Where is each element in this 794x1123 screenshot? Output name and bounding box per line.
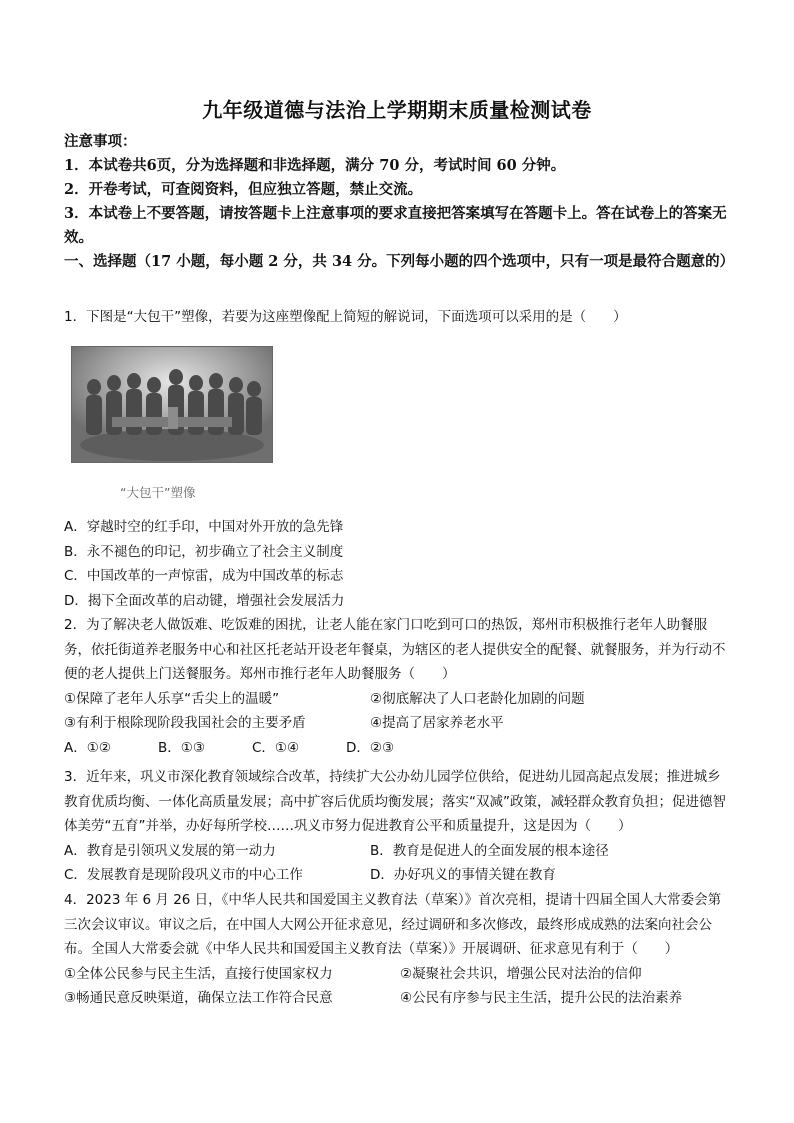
q3-options-row-2 — [64, 863, 734, 888]
question-1-stem: 1．下图是“大包干”塑像，若要为这座塑像配上简短的解说词，下面选项可以采用的是（ ） — [64, 309, 627, 325]
q4-statement-1: ①全体公民参与民主生活，直接行使国家权力 — [64, 965, 333, 982]
sculpture-image — [72, 347, 272, 462]
q4-statement-2: ②凝聚社会共识，增强公民对法治的信仰 — [400, 965, 642, 982]
q4-statements-row-2 — [64, 986, 734, 1011]
q2-option-d: D．②③ — [346, 739, 395, 756]
question-3-stem: 3．近年来，巩义市深化教育领域综合改革，持续扩大公办幼儿园学位供给，促进幼儿园高起点发展；推进城乡教育优质均衡、一体化高质量发展；高中扩容后优质均衡发展；落实“双减”政策，减轻群众教育负担；促进德智体美劳“五育”并举，办好每所学校……巩义市努力促进教育公平和质量提升，这是因为（ ） — [64, 769, 726, 834]
notice-item-1: 1．本试卷共6页，分为选择题和非选择题，满分 70 分，考试时间 60 分钟。 — [64, 157, 566, 174]
q2-statement-3: ③有利于根除现阶段我国社会的主要矛盾 — [64, 715, 306, 731]
question-2-stem: 2．为了解决老人做饭难、吃饭难的困扰，让老人能在家门口吃到可口的热饭，郑州市积极推行老年人助餐服务，依托街道养老服务中心和社区托老站开设老年餐桌，为辖区的老人提供安全的配餐、就餐服务，并为行动不便的老人提供上门送餐服务。郑州市推行老年人助餐服务（ ） — [64, 617, 726, 682]
sculpture-photo — [71, 346, 273, 463]
q3-option-d: D．办好巩义的事情关键在教育 — [370, 867, 556, 883]
question-3 — [64, 765, 734, 888]
notice-item-2: 2．开卷考试，可查阅资料，但应独立答题，禁止交流。 — [64, 181, 423, 198]
q2-options — [64, 736, 734, 761]
q3-options-row-1 — [64, 839, 734, 864]
question-1 — [64, 305, 734, 330]
q2-option-b: B．①③ — [158, 739, 205, 756]
q4-statement-4: ④公民有序参与民主生活，提升公民的法治素养 — [400, 990, 683, 1006]
q1-option-b: B．永不褪色的印记，初步确立了社会主义制度 — [64, 543, 344, 560]
q1-option-a: A．穿越时空的红手印，中国对外开放的急先锋 — [64, 519, 344, 535]
notice-heading: 注意事项： — [64, 133, 137, 150]
q3-option-a: A．教育是引领巩义发展的第一动力 — [64, 842, 276, 859]
question-1-options — [64, 515, 734, 613]
q2-statements-row-2 — [64, 711, 734, 736]
question-2 — [64, 613, 734, 760]
notice-item-3: 3．本试卷上不要答题，请按答题卡上注意事项的要求直接把答案填写在答题卡上。答在试卷上的答案无效。 — [64, 205, 727, 246]
section-heading: 一、选择题（17 小题，每小题 2 分，共 34 分。下列每小题的四个选项中，只有一项是最符合题意的） — [64, 253, 735, 270]
question-4 — [64, 888, 734, 1011]
q2-statement-1: ①保障了老年人乐享“舌尖上的温暖” — [64, 690, 280, 707]
q3-option-c: C．发展教育是现阶段巩义市的中心工作 — [64, 867, 303, 883]
q2-statement-2: ②彻底解决了人口老龄化加剧的问题 — [370, 690, 585, 707]
page-title: 九年级道德与法治上学期期末质量检测试卷 — [202, 98, 592, 122]
q2-statements-row-1 — [64, 687, 734, 712]
q4-statements-row-1 — [64, 962, 734, 987]
q3-option-b: B．教育是促进人的全面发展的根本途径 — [370, 842, 609, 859]
q1-option-d: D．揭下全面改革的启动键，增强社会发展活力 — [64, 592, 345, 609]
q2-option-a: A．①② — [64, 739, 111, 756]
sculpture-caption: “大包干”塑像 — [120, 485, 196, 500]
notice-block — [64, 130, 734, 274]
q4-statement-3: ③畅通民意反映渠道，确保立法工作符合民意 — [64, 990, 333, 1006]
q1-option-c: C．中国改革的一声惊雷，成为中国改革的标志 — [64, 568, 344, 584]
q2-statement-4: ④提高了居家养老水平 — [370, 715, 504, 731]
question-4-stem: 4．2023 年 6 月 26 日，《中华人民共和国爱国主义教育法（草案）》首次亮相，提请十四届全国人大常委会第三次会议审议。审议之后，在中国人大网公开征求意见，经过调研和多次修改，最终形成成熟的法案向社会公布。全国人大常委会就《中华人民共和国爱国主义教育法（草案）》开展调研、征求意见有利于（ ） — [64, 892, 722, 957]
q2-option-c: C．①④ — [252, 739, 300, 756]
